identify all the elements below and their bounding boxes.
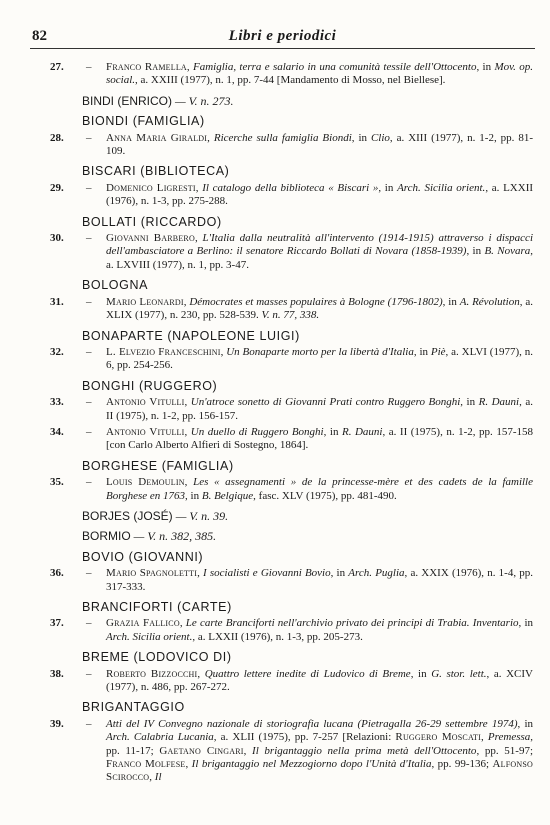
entry-text: , a. II (1975), n. 1-2, pp. 157-158 [con Carlo Alberto Alfieri di Sostegno, 1864]. xyxy=(106,425,533,452)
bibliography-entry xyxy=(30,182,535,209)
entry-title: Atti del IV Convegno nazionale di storiografia lucana (Pietragalla 26-29 settembre 1974) xyxy=(106,717,518,730)
entry-author: Alfonso Scirocco xyxy=(106,758,533,784)
bibliography-entry xyxy=(30,296,535,323)
entry-number: 31. xyxy=(50,295,64,308)
entry-text: , xyxy=(184,425,191,438)
entry-title: Il xyxy=(154,771,162,784)
entry-author: Gaetano Cingari xyxy=(159,744,244,757)
subject-heading: BRANCIFORTI (CARTE) xyxy=(82,600,232,614)
entry-title: A. Révolution xyxy=(459,295,520,308)
entry-dash: – xyxy=(86,476,92,489)
entry-text: , in xyxy=(323,425,342,438)
xref-target: — V. n. 39. xyxy=(172,508,229,523)
entry-title: G. stor. lett. xyxy=(431,667,487,680)
entry-dash: – xyxy=(86,181,92,194)
entry-author: Antonio Vitulli xyxy=(106,425,185,438)
entry-text: , a. LXXII (1976), n. 1-3, pp. 205-273. xyxy=(192,630,363,643)
bibliography-entry xyxy=(30,617,535,644)
entry-text: , in xyxy=(413,345,431,358)
entry-text: , in xyxy=(378,181,398,194)
bibliography-entry xyxy=(30,61,535,88)
entry-title: I socialisti e Giovanni Bovio xyxy=(203,567,331,580)
entry-title: R. Dauni xyxy=(478,396,520,409)
entry-author: Mario Spagnoletti xyxy=(106,567,198,580)
entry-title: Ricerche sulla famiglia Biondi xyxy=(213,131,352,144)
entry-dash: – xyxy=(86,425,92,438)
entry-number: 39. xyxy=(50,717,64,730)
entry-number: 36. xyxy=(50,567,64,580)
entry-text: , in xyxy=(476,61,495,73)
entry-title: Arch. Sicilia orient. xyxy=(106,630,193,643)
entry-title: B. Novara xyxy=(484,245,531,258)
entry-text: , xyxy=(207,131,214,144)
cross-reference xyxy=(82,95,535,108)
cross-reference xyxy=(82,530,535,543)
bibliography-entry xyxy=(30,396,535,423)
entry-title: Quattro lettere inedite di Ludovico di Breme xyxy=(204,667,411,680)
xref-target: — V. n. 273. xyxy=(172,93,234,108)
bibliography-list xyxy=(30,58,535,785)
header-rule xyxy=(30,48,535,49)
entry-dash: – xyxy=(86,61,92,73)
entry-author: Mario Leonardi xyxy=(106,295,184,308)
entry-text: , xyxy=(184,396,191,409)
cross-reference xyxy=(82,510,535,523)
entry-text: , a. XXIX (1976), n. 1-4, pp. 317-333. xyxy=(106,567,534,593)
entry-text: , xyxy=(481,731,488,744)
entry-number: 29. xyxy=(50,181,64,194)
subject-heading: BOLLATI (RICCARDO) xyxy=(82,214,222,229)
subject-heading: BREME (LODOVICO DI) xyxy=(82,650,232,665)
entry-author: Grazia Fallico xyxy=(106,617,180,630)
entry-title: Un Bonaparte morto per la libertà d'Italia xyxy=(226,345,414,358)
entry-author: Antonio Vitulli xyxy=(106,396,185,409)
entry-number: 38. xyxy=(50,667,64,680)
entry-text: , a. XLIX (1977), n. 230, pp. 528-539. xyxy=(106,295,533,322)
entry-author: Ruggero Moscati xyxy=(395,731,482,744)
bibliography-entry xyxy=(30,132,535,159)
entry-title: R. Dauni xyxy=(341,425,383,438)
entry-title: L'Italia dalla neutralità all'intervento (1914-1915) attraverso i dispacci dell'ambasciatore a Berlino: il senatore Riccardo Bollati di Novara (1858-1939) xyxy=(106,232,534,258)
entry-text: , xyxy=(183,295,190,308)
entry-author: Franco Ramella xyxy=(106,61,187,73)
subject-heading: BRIGANTAGGIO xyxy=(82,700,185,715)
entry-dash: – xyxy=(86,232,92,245)
entry-title: Famiglia, terra e salario in una comunità tessile dell'Ottocento xyxy=(193,61,477,73)
entry-title: Démocrates et masses populaires à Bologne (1796-1802) xyxy=(189,295,443,308)
entry-text: , a. II (1975), n. 1-2, pp. 156-157. xyxy=(106,396,533,422)
subject-heading: BOVIO (GIOVANNI) xyxy=(82,549,204,564)
entry-text: , pp. 99-136; xyxy=(431,758,493,771)
entry-text: , xyxy=(179,617,186,630)
bibliography-entry xyxy=(30,567,535,594)
page-number: 82 xyxy=(32,28,47,44)
xref-subject: BORJES (JOSÉ) xyxy=(82,508,173,523)
entry-text: , a. XIII (1977), n. 1-2, pp. 81-109. xyxy=(106,131,534,158)
entry-number: 27. xyxy=(50,61,64,73)
entry-text: , in xyxy=(410,667,432,680)
entry-title: Un'atroce sonetto di Giovanni Prati contro Ruggero Bonghi xyxy=(190,396,461,409)
entry-number: 33. xyxy=(50,396,64,409)
entry-text: , xyxy=(197,667,205,680)
subject-heading: BOLOGNA xyxy=(82,278,149,293)
entry-title: Un duello di Ruggero Bonghi xyxy=(190,425,324,438)
entry-text: , pp. 51-97; xyxy=(476,744,533,757)
entry-text: , a. XLII (1975), pp. 7-257 [Relazioni: xyxy=(213,731,396,744)
page-header xyxy=(30,28,535,48)
entry-text: , in xyxy=(330,567,349,580)
entry-text: , a. LXXII (1976), n. 1-3, pp. 275-288. xyxy=(106,181,534,208)
subject-heading: BONGHI (RUGGERO) xyxy=(82,378,218,393)
entry-dash: – xyxy=(86,295,92,308)
entry-dash: – xyxy=(86,667,92,680)
entry-text: , in xyxy=(442,295,460,308)
entry-author: Franco Molfese xyxy=(106,758,186,771)
entry-number: 28. xyxy=(50,131,64,144)
entry-title: Clio xyxy=(370,131,390,144)
bibliography-entry xyxy=(30,232,535,272)
entry-author: Domenico Ligresti xyxy=(106,181,196,194)
entry-number: 37. xyxy=(50,617,64,630)
entry-text: , xyxy=(194,232,203,245)
entry-text: , xyxy=(149,771,155,784)
entry-number: 35. xyxy=(50,476,64,489)
entry-title: Arch. Calabria Lucania xyxy=(106,731,214,744)
bibliography-entry xyxy=(30,668,535,695)
xref-target: — V. n. 382, 385. xyxy=(130,529,217,544)
entry-title: V. n. 77, 338. xyxy=(261,309,320,322)
entry-text: , xyxy=(185,758,192,771)
entry-text: , in xyxy=(466,245,485,258)
bibliography-entry xyxy=(30,346,535,373)
entry-title: Il catalogo della biblioteca « Biscari » xyxy=(202,181,379,194)
entry-title: Premessa xyxy=(487,731,531,744)
entry-number: 34. xyxy=(50,425,64,438)
entry-text: , in xyxy=(185,489,202,502)
entry-text: , a. XXIII (1977), n. 1, pp. 7-44 [Mandamento di Mosso, nel Biellese]. xyxy=(135,74,446,87)
running-title: Libri e periodici xyxy=(228,28,337,44)
xref-subject: BINDI (ENRICO) xyxy=(82,93,172,108)
entry-author: Giovanni Barbero xyxy=(106,232,195,245)
entry-author: Roberto Bizzocchi xyxy=(106,667,198,680)
entry-text: , in xyxy=(460,396,479,409)
subject-heading: BONAPARTE (NAPOLEONE LUIGI) xyxy=(82,328,300,343)
entry-title: Arch. Sicilia orient. xyxy=(397,181,486,194)
subject-heading: BORGHESE (FAMIGLIA) xyxy=(82,458,234,473)
entry-author: L. Elvezio Franceschini xyxy=(106,345,221,358)
entry-text: , in xyxy=(351,131,371,144)
subject-heading: BIONDI (FAMIGLIA) xyxy=(82,114,205,129)
entry-text: , xyxy=(220,345,227,358)
entry-text: , xyxy=(184,476,194,489)
entry-number: 32. xyxy=(50,345,64,358)
entry-title: Le carte Branciforti nell'archivio privato dei principi di Trabia. Inventario xyxy=(185,617,519,630)
entry-text: , fasc. XLV (1975), pp. 481-490. xyxy=(253,489,397,502)
entry-text: , in xyxy=(518,617,534,630)
entry-number: 30. xyxy=(50,232,64,245)
entry-title: Piè xyxy=(430,345,446,358)
entry-text: , xyxy=(195,181,203,194)
entry-text: , in xyxy=(517,717,533,730)
subject-heading: BISCARI (BIBLIOTECA) xyxy=(82,164,230,179)
entry-text: , a. LXVIII (1977), n. 1, pp. 3-47. xyxy=(106,245,534,271)
entry-dash: – xyxy=(86,717,92,730)
xref-subject: BORMIO xyxy=(82,529,131,544)
entry-text: , a. XCIV (1977), n. 486, pp. 267-272. xyxy=(106,667,533,694)
entry-text: , xyxy=(243,744,253,757)
entry-dash: – xyxy=(86,617,92,630)
entry-dash: – xyxy=(86,131,92,144)
entry-title: Mov. op. social. xyxy=(106,61,533,87)
entry-dash: – xyxy=(86,567,92,580)
entry-text: , xyxy=(197,567,204,580)
bibliography-entry xyxy=(30,426,535,453)
entry-title: Arch. Puglia xyxy=(348,567,405,580)
entry-text: , xyxy=(186,61,193,73)
entry-title: Il brigantaggio nel Mezzogiorno dopo l'Unità d'Italia xyxy=(191,758,432,771)
entry-title: B. Belgique xyxy=(201,489,254,502)
entry-author: Anna Maria Giraldi xyxy=(106,131,208,144)
entry-author: Louis Demoulin xyxy=(106,476,185,489)
entry-title: Il brigantaggio nella prima metà dell'Ottocento xyxy=(252,744,477,757)
entry-dash: – xyxy=(86,396,92,409)
entry-text: , a. XLVI (1977), n. 6, pp. 254-256. xyxy=(106,345,533,372)
bibliography-entry xyxy=(30,718,535,785)
entry-dash: – xyxy=(86,345,92,358)
entry-text: , pp. 11-17; xyxy=(106,731,534,757)
bibliography-entry xyxy=(30,476,535,503)
entry-title: Les « assegnamenti » de la princesse-mère et des cadets de la famille Borghese en 1763 xyxy=(106,476,533,502)
